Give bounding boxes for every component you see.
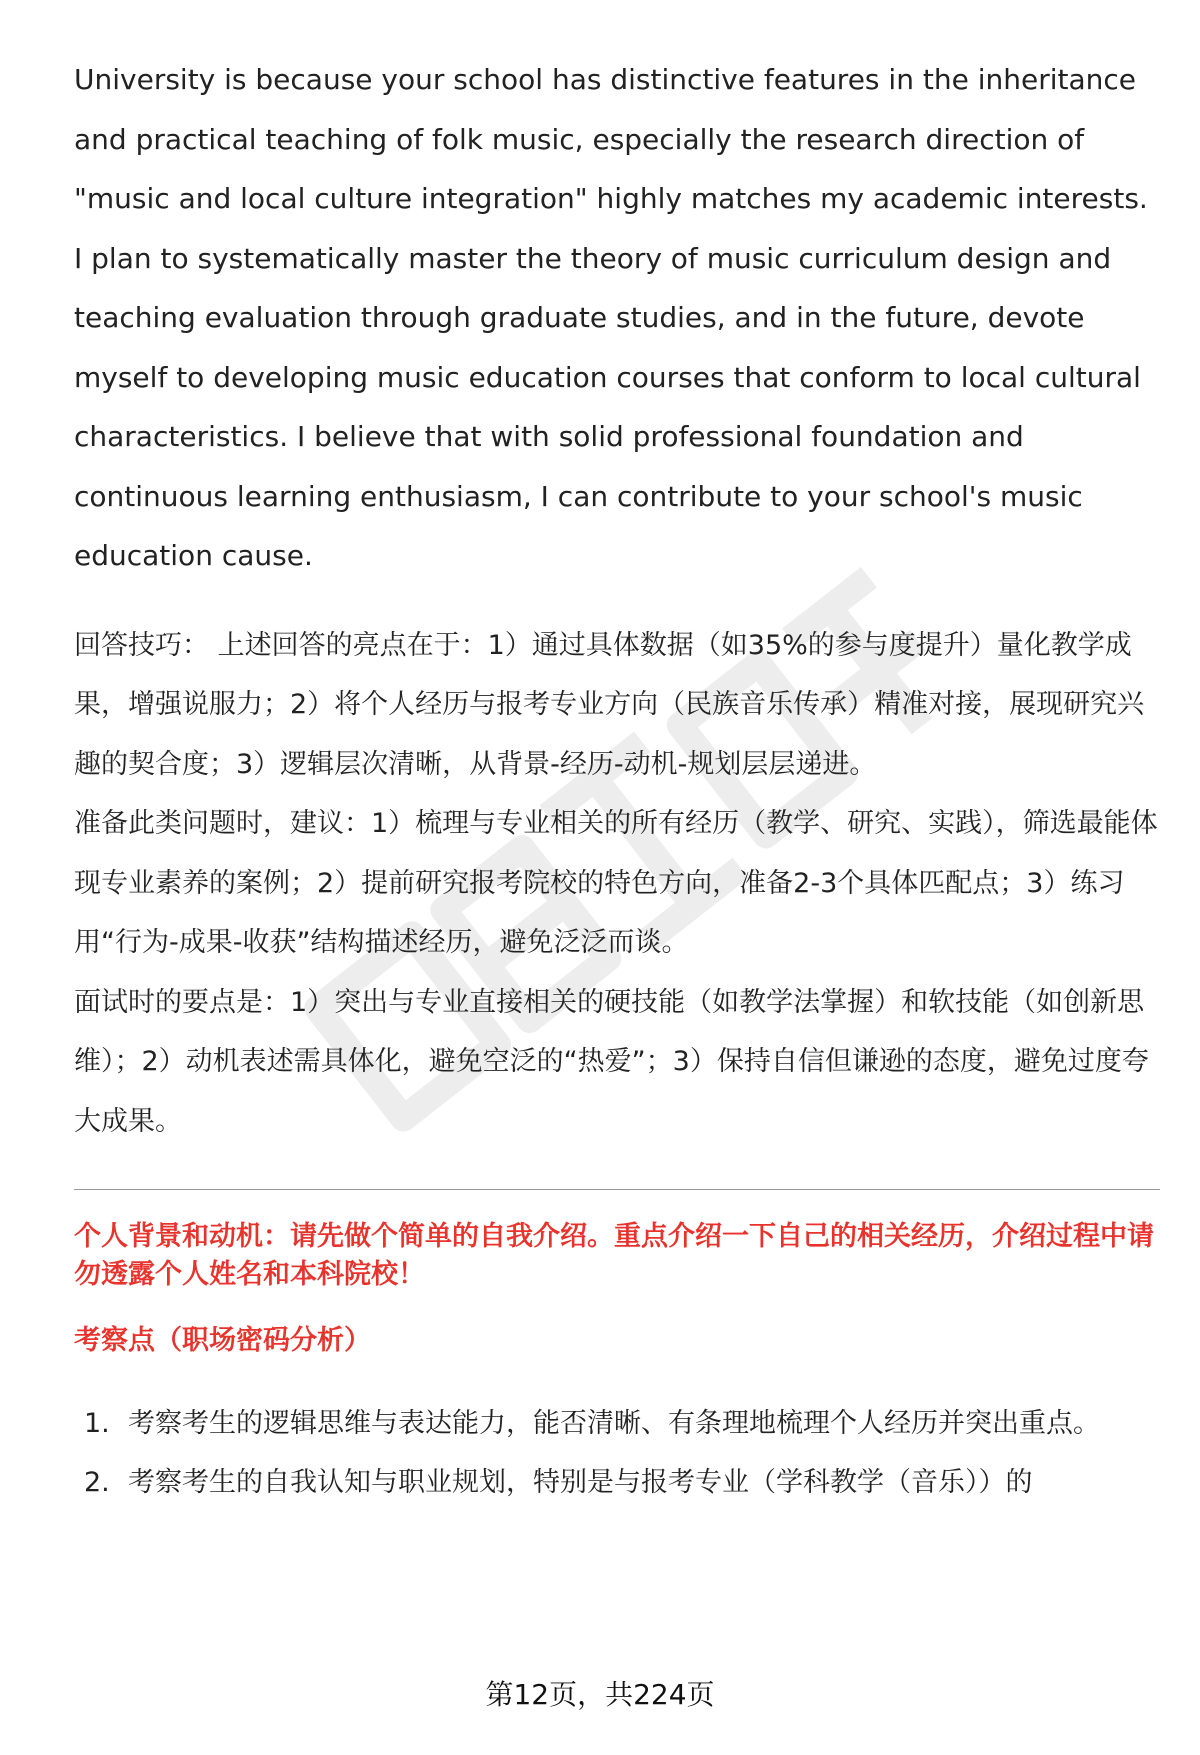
assessment-points-list [74,1394,1160,1512]
list-item [74,1394,1160,1453]
list-item-text: 考察考生的逻辑思维与表达能力，能否清晰、有条理地梳理个人经历并突出重点。 [128,1408,1100,1439]
interview-question: 个人背景和动机：请先做个简单的自我介绍。重点介绍一下自己的相关经历，介绍过程中请勿透露个人姓名和本科院校！ [74,1221,1154,1290]
list-item [74,1453,1160,1512]
preparation-advice-paragraph: 准备此类问题时，建议：1）梳理与专业相关的所有经历（教学、研究、实践），筛选最能体现专业素养的案例；2）提前研究报考院校的特色方向，准备2-3个具体匹配点；3）练习用“行为-成果-收获”结构描述经历，避免泛泛而谈。 [74,808,1158,958]
document-body [74,50,1160,1512]
tips-paragraph: 回答技巧： 上述回答的亮点在于：1）通过具体数据（如35%的参与度提升）量化教学成果，增强说服力；2）将个人经历与报考专业方向（民族音乐传承）精准对接，展现研究兴趣的契合度；3）逻辑层次清晰，从背景-经历-动机-规划层层递进。 [74,629,1145,780]
list-item-number: 1. [84,1408,110,1439]
list-item-number: 2. [84,1467,110,1498]
interview-points-paragraph: 面试时的要点是：1）突出与专业直接相关的硬技能（如教学法掌握）和软技能（如创新思维）；2）动机表述需具体化，避免空泛的“热爱”；3）保持自信但谦逊的态度，避免过度夸大成果。 [74,986,1149,1137]
page-number: 第12页，共224页 [485,1678,715,1711]
answer-tips-block [74,616,1160,1152]
list-item-text: 考察考生的自我认知与职业规划，特别是与报考专业（学科教学（音乐））的 [128,1467,1033,1498]
section-divider [74,1189,1160,1190]
assessment-points-heading: 考察点（职场密码分析） [74,1325,371,1356]
english-answer-paragraph: University is because your school has distinctive features in the inheritance and practical teaching of folk music, especially the research direction of "music and local culture integration" highly matches my academic interests. I plan to systematically master the theory of music curriculum design and teaching evaluation through graduate studies, and in the future, devote myself to developing music education courses that conform to local cultural characteristics. I believe that with solid professional foundation and continuous learning enthusiasm, I can contribute to your school's music education cause. [74,63,1148,572]
